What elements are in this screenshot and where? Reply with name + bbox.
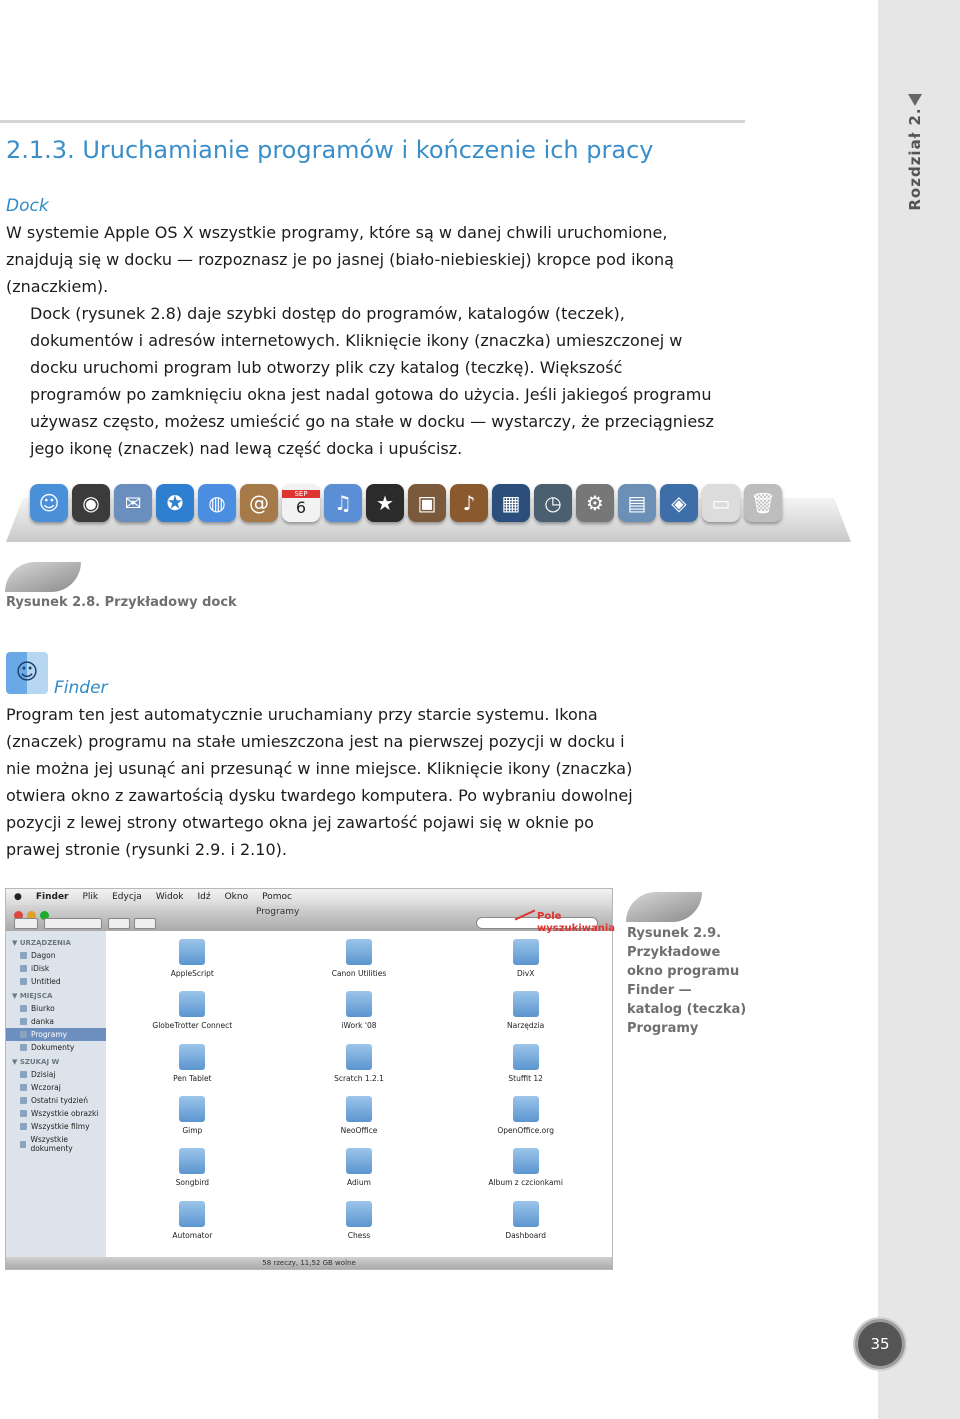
app-item[interactable] [109, 937, 276, 985]
sidebar-item-label: Ostatni tydzień [31, 1096, 89, 1105]
view-mode-buttons[interactable] [44, 918, 102, 929]
app-label: Scratch 1.2.1 [334, 1073, 384, 1083]
app-item[interactable] [109, 1199, 276, 1247]
app-icon [179, 1096, 205, 1122]
app-icon [179, 1044, 205, 1070]
callout-line-1: Pole [537, 911, 562, 922]
app-item[interactable] [276, 1042, 443, 1090]
app-icon [513, 1044, 539, 1070]
caption-line: okno programu [627, 964, 740, 979]
app-icon [346, 939, 372, 965]
app-label: OpenOffice.org [497, 1125, 554, 1135]
sidebar-item[interactable] [6, 1107, 106, 1120]
finder-text [6, 701, 636, 863]
sidebar-group-header[interactable]: ▼ URZĄDZENIA [12, 939, 71, 947]
sidebar-item-label: Biurko [31, 1004, 55, 1013]
top-divider [0, 120, 745, 123]
app-label: Narzędzia [507, 1021, 545, 1031]
caption-swoosh-icon [626, 892, 702, 922]
calendar-month: SEP [282, 490, 320, 498]
section-title: 2.1.3. Uruchamianie programów i kończenie ich pracy [6, 136, 654, 164]
sidebar-item-icon [20, 1031, 27, 1038]
menu-item[interactable]: Edycja [112, 892, 142, 902]
title-bar [6, 905, 612, 931]
sidebar-item[interactable] [6, 949, 106, 962]
sidebar-item-icon [20, 965, 27, 972]
sidebar-item-icon [20, 1044, 27, 1051]
app-item[interactable] [109, 1094, 276, 1142]
app-label: NeoOffice [340, 1125, 378, 1135]
figure-caption-2-8: Rysunek 2.8. Przykładowy dock [6, 595, 237, 610]
quick-look-button[interactable] [108, 918, 130, 929]
sidebar-item-icon [20, 1018, 27, 1025]
address-book-icon: @ [240, 484, 278, 522]
app-icon [346, 1148, 372, 1174]
sidebar-item-label: Wczoraj [31, 1083, 61, 1092]
caption-line: Programy [627, 1021, 699, 1036]
mail-icon: ✉ [114, 484, 152, 522]
sidebar-item[interactable] [6, 962, 106, 975]
app-item[interactable] [276, 1146, 443, 1194]
window-title: Programy [256, 907, 300, 917]
callout-line-2: wyszukiwania [537, 923, 616, 934]
app-label: DivX [516, 969, 535, 978]
dock-subhead: Dock [6, 196, 49, 216]
menu-bar [6, 889, 612, 905]
sidebar-item-label: Untitled [31, 977, 61, 986]
sidebar-item[interactable] [6, 1028, 106, 1041]
sidebar-item[interactable] [6, 1081, 106, 1094]
sidebar-item-icon [20, 1071, 27, 1078]
garageband-icon: ♪ [450, 484, 488, 522]
dock-paragraph-2: Dock (rysunek 2.8) daje szybki dostęp do programów, katalogów (teczek), dokumentów i adresów internetowych. Kliknięcie ikony (znaczka) umieszczonej w docku uruchomi program lub otworzy plik czy katalog (teczkę). Większość programów po zamknięciu okna jest nadal gotowa do użycia. Jeśli jakiegoś programu używasz często, możesz umieścić go na stałe w docku — wystarczy, że przeciągniesz jego ikonę (znaczek) nad lewą część docka i upuścisz. [30, 304, 714, 458]
status-bar: 58 rzeczy, 11,52 GB wolne [6, 1257, 612, 1269]
app-label: AppleScript [170, 969, 214, 978]
menu-item[interactable]: Pomoc [262, 892, 292, 902]
app-label: GlobeTrotter Connect [152, 1021, 233, 1031]
sidebar-item-label: Wszystkie filmy [31, 1122, 90, 1131]
app-item[interactable] [276, 1094, 443, 1142]
app-item[interactable] [109, 989, 276, 1037]
app-icon [513, 1096, 539, 1122]
apple-menu-icon[interactable]: ● [14, 892, 22, 902]
itunes-icon: ♫ [324, 484, 362, 522]
action-button[interactable] [134, 918, 156, 929]
page-number: 35 [855, 1319, 905, 1369]
sidebar-item-label: Dzisiaj [31, 1070, 56, 1079]
sidebar-item-icon [20, 1110, 27, 1117]
app-label: iWork '08 [341, 1021, 377, 1031]
sidebar-item-icon [20, 1005, 27, 1012]
app-icon [179, 1148, 205, 1174]
sidebar-group-header[interactable]: ▼ MIEJSCA [12, 992, 53, 1000]
app-label: Album z czcionkami [488, 1178, 563, 1188]
app-item[interactable] [442, 937, 609, 985]
finder-content-grid [109, 937, 609, 1247]
finder-icon: ☺ [30, 484, 68, 522]
app-icon [513, 1148, 539, 1174]
menu-item[interactable]: Widok [155, 892, 184, 902]
menu-item[interactable]: Plik [82, 892, 99, 902]
caption-swoosh-icon [5, 562, 81, 592]
app-icon [179, 991, 205, 1017]
app-icon [513, 1201, 539, 1227]
app-label: Adium [347, 1178, 371, 1188]
menu-item[interactable]: Okno [224, 892, 249, 902]
app-icon [346, 1044, 372, 1070]
app-item[interactable] [109, 1042, 276, 1090]
calendar-day: 6 [295, 497, 307, 517]
preview-icon: ▤ [618, 484, 656, 522]
back-forward-button[interactable] [14, 918, 38, 929]
dashboard-icon: ◉ [72, 484, 110, 522]
app-label: Dashboard [505, 1230, 547, 1240]
caption-line: katalog (teczka) [627, 1002, 747, 1017]
app-label: Gimp [182, 1125, 203, 1135]
app-icon [179, 1201, 205, 1227]
sidebar-group-header[interactable]: ▼ SZUKAJ W [12, 1058, 60, 1066]
finder-subhead: Finder [54, 678, 108, 698]
app-label: Pen Tablet [173, 1073, 212, 1083]
sidebar-item-label: iDisk [31, 964, 50, 973]
finder-sidebar [6, 931, 106, 1260]
app-item[interactable] [442, 1042, 609, 1090]
sidebar-item-label: Programy [31, 1030, 68, 1039]
app-item[interactable] [442, 989, 609, 1037]
app-item[interactable] [442, 1146, 609, 1194]
ical-icon [282, 484, 320, 522]
sidebar-item-icon [20, 1097, 27, 1104]
app-item[interactable] [109, 1146, 276, 1194]
sidebar-item[interactable] [6, 1068, 106, 1081]
time-machine-icon: ◷ [534, 484, 572, 522]
figure-caption-2-9 [627, 924, 746, 1038]
app-item[interactable] [276, 937, 443, 985]
sidebar-item-label: Wszystkie obrazki [31, 1109, 99, 1118]
sidebar-item[interactable] [6, 975, 106, 988]
sidebar-item-label: Wszystkie dokumenty [30, 1135, 73, 1153]
sidebar-item[interactable] [6, 1002, 106, 1015]
app-icon [346, 1201, 372, 1227]
dock-text [6, 219, 716, 462]
trash-icon: 🗑 [744, 484, 782, 522]
caption-line: Rysunek 2.9. [627, 926, 722, 941]
caption-line: Finder — [627, 983, 692, 998]
app-icon [513, 991, 539, 1017]
safari-icon: ✪ [156, 484, 194, 522]
app-icon [346, 991, 372, 1017]
app-item[interactable] [276, 1199, 443, 1247]
finder-window-screenshot [5, 888, 616, 1270]
finder-paragraph: Program ten jest automatycznie uruchamiany przy starcie systemu. Ikona (znaczek) programu na stałe umieszczona jest na pierwszej pozycji w docku i nie można jej usunąć ani przesunąć w inne miejsce. Kliknięcie ikony (znaczka) otwiera okno z zawartością dysku twardego komputera. Po wybraniu dowolnej pozycji z lewej strony otwartego okna jej zawartość pojawi się w oknie po prawej stronie (rysunki 2.9. i 2.10). [6, 705, 633, 859]
sidebar-item-icon [20, 1123, 27, 1130]
sidebar-item[interactable] [6, 1133, 106, 1155]
sidebar-item-icon [20, 1084, 27, 1091]
system-preferences-icon: ⚙ [576, 484, 614, 522]
sidebar-item[interactable] [6, 1041, 106, 1054]
app-item[interactable] [276, 989, 443, 1037]
app-label: Canon Utilities [331, 969, 387, 978]
photo-booth-icon: ◈ [660, 484, 698, 522]
ichat-icon: ◍ [198, 484, 236, 522]
finder-icon: ☺ [6, 652, 48, 694]
menu-item[interactable]: Idź [197, 892, 211, 902]
app-icon [179, 939, 205, 965]
document-icon: ▭ [702, 484, 740, 522]
sidebar-item-label: danka [31, 1017, 54, 1026]
app-label: Songbird [175, 1178, 210, 1188]
app-label: Automator [172, 1230, 213, 1240]
sidebar-item-label: Dokumenty [31, 1043, 75, 1052]
sidebar-item[interactable] [6, 1094, 106, 1107]
app-label: Chess [347, 1230, 371, 1240]
app-icon [513, 939, 539, 965]
menu-item[interactable]: Finder [35, 892, 69, 902]
iphoto-icon: ▣ [408, 484, 446, 522]
sidebar-item-icon [20, 952, 27, 959]
sidebar-item-icon [20, 1141, 26, 1148]
app-item[interactable] [442, 1094, 609, 1142]
imovie-icon: ★ [366, 484, 404, 522]
dock-icon-row [30, 484, 782, 522]
spaces-icon: ▦ [492, 484, 530, 522]
sidebar-item-icon [20, 978, 27, 985]
chapter-label: Rozdział 2. [906, 107, 924, 211]
search-field-callout [537, 911, 615, 935]
app-item[interactable] [442, 1199, 609, 1247]
app-icon [346, 1096, 372, 1122]
caption-line: Przykładowe [627, 945, 721, 960]
sidebar-item[interactable] [6, 1120, 106, 1133]
app-label: Stuffit 12 [508, 1073, 543, 1083]
sidebar-item[interactable] [6, 1015, 106, 1028]
dock-paragraph-1: W systemie Apple OS X wszystkie programy, które są w danej chwili uruchomione, znajdują się w docku — rozpoznasz je po jasnej (biało-niebieskiej) kropce pod ikoną (znaczkiem). [6, 223, 674, 296]
sidebar-item-label: Dagon [31, 951, 56, 960]
dock-figure [6, 478, 851, 544]
